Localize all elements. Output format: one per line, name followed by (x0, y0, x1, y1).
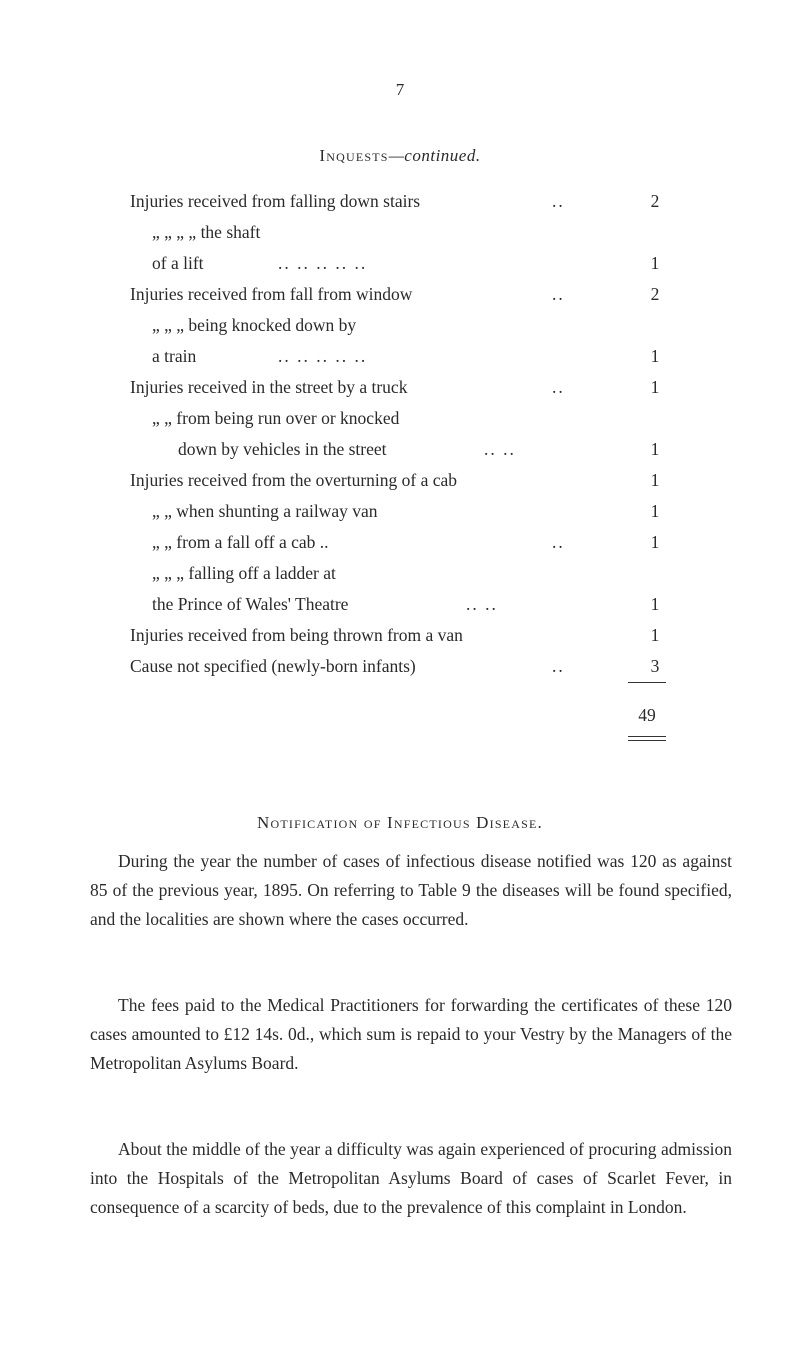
inquest-row-count: 1 (650, 625, 660, 645)
inquest-row (130, 372, 670, 403)
inquest-row-text: „ „ „ falling off a ladder at (152, 563, 336, 583)
inquest-row-count: 1 (650, 594, 660, 614)
inquests-total: 49 (638, 705, 656, 725)
inquest-row-text: „ „ „ „ the shaft (152, 222, 261, 242)
inquest-row (130, 186, 670, 217)
notification-paragraph-1: During the year the number of cases of infectious disease notified was 120 as against 85 of the previous year, 1895. On referring to Table 9 the diseases will be found specified, and the localities are shown where the cases occurred. (90, 851, 732, 929)
inquest-row-count: 1 (650, 470, 660, 490)
inquest-row-text: Injuries received from being thrown from a van (130, 625, 463, 645)
inquest-row (130, 589, 670, 620)
inquests-list (130, 186, 670, 682)
inquest-row (130, 527, 670, 558)
inquest-row-text: Injuries received from the overturning of a cab (130, 470, 458, 490)
inquest-row-text: the Prince of Wales' Theatre (152, 594, 349, 614)
notification-heading-text: Notification of Infectious Disease. (257, 813, 543, 832)
inquest-row-text: a train (152, 346, 197, 366)
inquest-row-count: 2 (650, 191, 660, 211)
inquest-row-text: Injuries received from falling down stairs (130, 191, 421, 211)
inquest-row (130, 248, 670, 279)
total-rule-double-2 (628, 740, 666, 741)
inquest-row-text: Injuries received from fall from window (130, 284, 413, 304)
inquest-row-leader-dots: .. (552, 532, 565, 552)
inquest-row-leader-dots: .. .. .. .. .. (278, 253, 368, 273)
inquests-heading (0, 146, 800, 166)
inquest-row-leader-dots: .. .. .. .. .. (278, 346, 368, 366)
inquest-row-count: 1 (650, 253, 660, 273)
notification-paragraph-2: The fees paid to the Medical Practitioners for forwarding the certificates of these 120 cases amounted to £12 14s. 0d., which sum is repaid to your Vestry by the Managers of the Metropolitan Asylums Board. (90, 995, 732, 1073)
inquest-row-text: „ „ „ being knocked down by (152, 315, 357, 335)
inquest-row-leader-dots: .. (552, 284, 565, 304)
inquest-row-text: down by vehicles in the street (178, 439, 387, 459)
total-rule-double-1 (628, 736, 666, 737)
inquest-row (130, 279, 670, 310)
inquest-row (130, 651, 670, 682)
inquest-row (130, 217, 670, 248)
inquest-row-text: of a lift (152, 253, 204, 273)
inquest-row-count: 2 (650, 284, 660, 304)
inquest-row (130, 465, 670, 496)
inquest-row-count: 3 (650, 656, 660, 676)
notification-paragraph-3: About the middle of the year a difficulty was again experienced of procuring admission into the Hospitals of the Metropolitan Asylums Board of cases of Scarlet Fever, in consequence of a scarcity of beds, due to the prevalence of this complaint in London. (90, 1139, 732, 1217)
inquest-row-count: 1 (650, 439, 660, 459)
inquest-row (130, 341, 670, 372)
page-number: 7 (395, 80, 405, 99)
inquest-row-leader-dots: .. .. (484, 439, 516, 459)
inquest-row (130, 496, 670, 527)
inquest-row (130, 558, 670, 589)
inquest-row (130, 620, 670, 651)
inquest-row-leader-dots: .. .. (466, 594, 498, 614)
inquest-row (130, 434, 670, 465)
inquest-row-text: Cause not specified (newly-born infants) (130, 656, 416, 676)
inquest-row-text: „ „ from a fall off a cab .. (152, 532, 329, 552)
inquest-row-text: „ „ when shunting a railway van (152, 501, 378, 521)
inquest-row-leader-dots: .. (552, 656, 565, 676)
inquest-row-count: 1 (650, 377, 660, 397)
inquest-row (130, 310, 670, 341)
inquest-row-leader-dots: .. (552, 377, 565, 397)
inquest-row-count: 1 (650, 501, 660, 521)
inquest-row-text: „ „ from being run over or knocked (152, 408, 400, 428)
inquest-row-text: Injuries received in the street by a truck (130, 377, 408, 397)
notification-heading (0, 813, 800, 833)
inquest-row-count: 1 (650, 346, 660, 366)
inquest-row-count: 1 (650, 532, 660, 552)
inquest-row (130, 403, 670, 434)
inquest-row-leader-dots: .. (552, 191, 565, 211)
total-rule-top (628, 682, 666, 683)
inquests-heading-suffix: —continued. (388, 146, 481, 165)
inquests-heading-main: Inquests (319, 146, 389, 165)
